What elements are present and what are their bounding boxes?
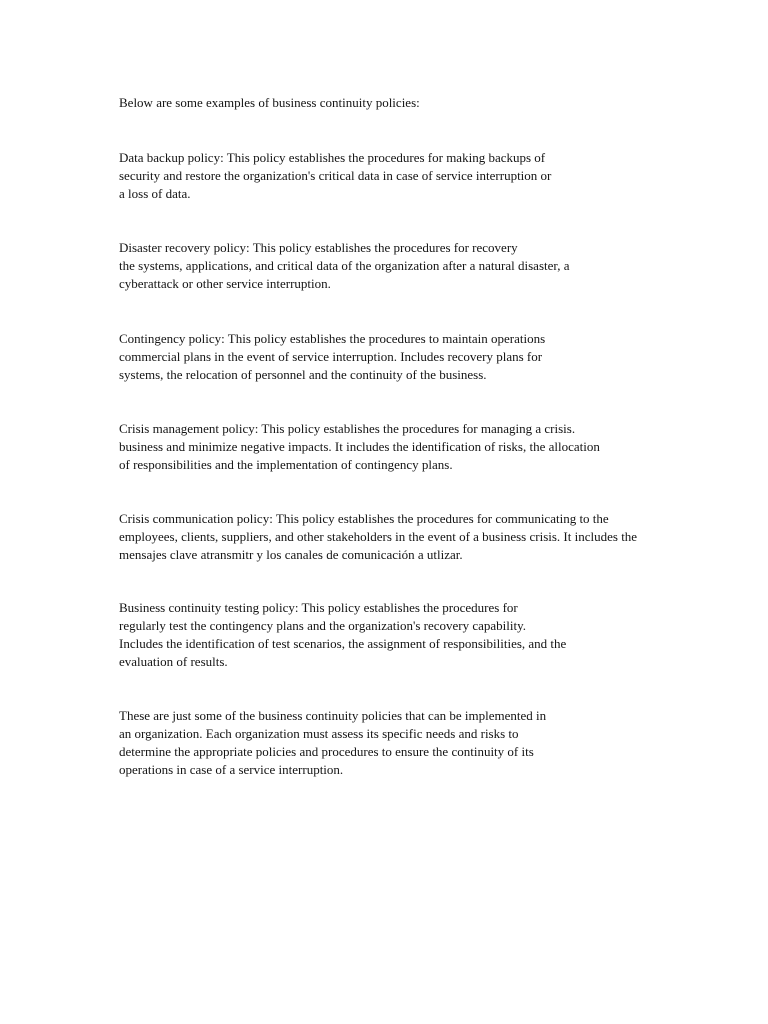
paragraph-line: employees, clients, suppliers, and other stakeholders in the event of a business crisis. It includes the <box>119 529 638 544</box>
intro-paragraph <box>119 94 420 112</box>
paragraph-line: Data backup policy: This policy establishes the procedures for making backups of <box>119 150 546 165</box>
paragraph-line: Includes the identification of test scenarios, the assignment of responsibilities, and the <box>119 636 567 651</box>
paragraph-line: business and minimize negative impacts. It includes the identification of risks, the allocation <box>119 439 600 454</box>
paragraph-line: a loss of data. <box>119 186 191 201</box>
paragraph-line: Contingency policy: This policy establishes the procedures to maintain operations <box>119 331 546 346</box>
paragraph-line: cyberattack or other service interruption. <box>119 276 331 291</box>
contingency-policy-paragraph <box>119 330 545 384</box>
paragraph-line: Crisis communication policy: This policy establishes the procedures for communicating to the <box>119 511 609 526</box>
paragraph-line: systems, the relocation of personnel and the continuity of the business. <box>119 367 487 382</box>
data-backup-policy-paragraph <box>119 149 551 203</box>
continuity-testing-policy-paragraph <box>119 599 566 671</box>
paragraph-line: evaluation of results. <box>119 654 228 669</box>
paragraph-line: the systems, applications, and critical data of the organization after a natural disaster, a <box>119 258 570 273</box>
paragraph-line: Disaster recovery policy: This policy establishes the procedures for recovery <box>119 240 518 255</box>
paragraph-line: Business continuity testing policy: This policy establishes the procedures for <box>119 600 518 615</box>
paragraph-line: Crisis management policy: This policy establishes the procedures for managing a crisis. <box>119 421 576 436</box>
paragraph-line: an organization. Each organization must assess its specific needs and risks to <box>119 726 519 741</box>
crisis-communication-policy-paragraph <box>119 510 637 564</box>
paragraph-line: These are just some of the business continuity policies that can be implemented in <box>119 708 547 723</box>
paragraph-line: regularly test the contingency plans and the organization's recovery capability. <box>119 618 527 633</box>
conclusion-paragraph <box>119 707 546 779</box>
crisis-management-policy-paragraph <box>119 420 600 474</box>
disaster-recovery-policy-paragraph <box>119 239 569 293</box>
paragraph-line: operations in case of a service interruption. <box>119 762 344 777</box>
paragraph-line: security and restore the organization's critical data in case of service interruption or <box>119 168 552 183</box>
paragraph-line: determine the appropriate policies and procedures to ensure the continuity of its <box>119 744 534 759</box>
paragraph-line: commercial plans in the event of service interruption. Includes recovery plans for <box>119 349 543 364</box>
paragraph-line: of responsibilities and the implementation of contingency plans. <box>119 457 453 472</box>
paragraph-line: mensajes clave atransmitr y los canales de comunicación a utlizar. <box>119 547 463 562</box>
intro-line: Below are some examples of business continuity policies: <box>119 95 420 110</box>
